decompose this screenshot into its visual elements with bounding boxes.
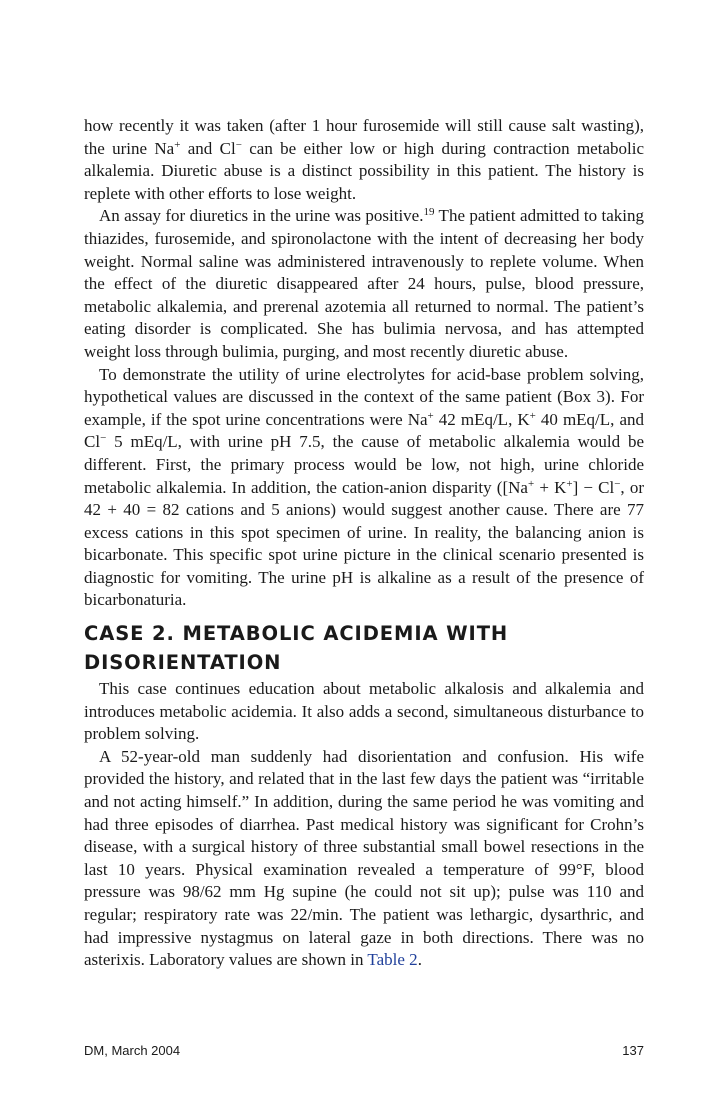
- table-2-link[interactable]: Table 2: [367, 950, 418, 970]
- superscript-charge: +: [566, 477, 573, 490]
- journal-issue: DM, March 2004: [84, 1043, 181, 1058]
- text-run: 5 mEq/L, with urine pH 7.5, the cause of metabolic alkalemia would be different. First, the primary process would be low, not high, urine chloride metabolic alkalemia. In addition, the cation-anion disparity ([Na: [84, 432, 644, 497]
- superscript-charge: −: [100, 432, 107, 445]
- superscript-charge: −: [235, 138, 242, 151]
- page-footer: [84, 1043, 644, 1058]
- superscript-charge: +: [529, 409, 536, 422]
- text-run: This case continues education about metabolic alkalosis and alkalemia and introduces metabolic acidemia. It also adds a second, simultaneous disturbance to problem solving.: [84, 679, 644, 744]
- reference-marker[interactable]: 19: [423, 206, 435, 219]
- text-run: how recently it was taken (after 1 hour furosemide will still cause salt wasting), the urine Na: [84, 116, 644, 158]
- text-run: .: [417, 950, 422, 970]
- text-run: and Cl: [180, 138, 236, 158]
- article-body: [84, 115, 644, 972]
- text-run: To demonstrate the utility of urine electrolytes for acid-base problem solving, hypothetical values are discussed in the context of the same patient (Box 3). For example, if the spot urine concentrations were Na: [84, 364, 644, 429]
- superscript-charge: −: [614, 477, 621, 490]
- heading-line: DISORIENTATION: [84, 651, 282, 675]
- text-run: An assay for diuretics in the urine was positive.: [99, 206, 424, 226]
- text-run: 42 mEq/L, K: [433, 409, 530, 429]
- paragraph-diuretic-timing: [84, 115, 644, 205]
- paragraph-case-intro: [84, 678, 644, 746]
- text-run: ] − Cl: [572, 477, 615, 497]
- text-run: 40 mEq/L, and Cl: [84, 409, 644, 452]
- paragraph-urine-electrolytes: [84, 364, 644, 613]
- page-number: 137: [622, 1043, 644, 1058]
- paragraph-assay-result: [84, 205, 644, 363]
- superscript-charge: +: [174, 138, 181, 151]
- superscript-charge: +: [527, 477, 535, 490]
- text-run: , or 42 + 40 = 82 cations and 5 anions) would suggest another cause. There are 77 excess cations in this spot specimen of urine. In reality, the balancing anion is bicarbonate. This specific spot urine picture in the clinical scenario presented is diagnostic for vomiting. The urine pH is alkaline as a result of the presence of bicarbonaturia.: [84, 477, 644, 610]
- text-run: can be either low or high during contraction metabolic alkalemia. Diuretic abuse is a distinct possibility in this patient. The history is replete with other efforts to lose weight.: [84, 138, 644, 203]
- superscript-charge: +: [427, 409, 434, 422]
- section-heading: [84, 619, 644, 677]
- paragraph-case-history: [84, 746, 644, 972]
- text-run: + K: [534, 477, 567, 497]
- text-run: The patient admitted to taking thiazides, furosemide, and spironolactone with the intent of decreasing her body weight. Normal saline was administered intravenously to replete volume. When the effect of the diuretic disappeared after 24 hours, pulse, blood pressure, metabolic alkalemia, and prerenal azotemia all returned to normal. The patient’s eating disorder is complicated. She has bulimia nervosa, and has attempted weight loss through bulimia, purging, and most recently diuretic abuse.: [84, 206, 644, 361]
- heading-line: CASE 2. METABOLIC ACIDEMIA WITH: [84, 622, 509, 646]
- text-run: A 52-year-old man suddenly had disorientation and confusion. His wife provided the history, and related that in the last few days the patient was “irritable and not acting himself.” In addition, during the same period he was vomiting and had three episodes of diarrhea. Past medical history was significant for Crohn’s disease, with a surgical history of three substantial small bowel resections in the last 10 years. Physical examination revealed a temperature of 99°F, blood pressure was 98/62 mm Hg supine (he could not sit up); pulse was 110 and regular; respiratory rate was 22/min. The patient was lethargic, dysarthric, and had impressive nystagmus on lateral gaze in both directions. There was no asterixis. Laboratory values are shown in: [84, 746, 644, 970]
